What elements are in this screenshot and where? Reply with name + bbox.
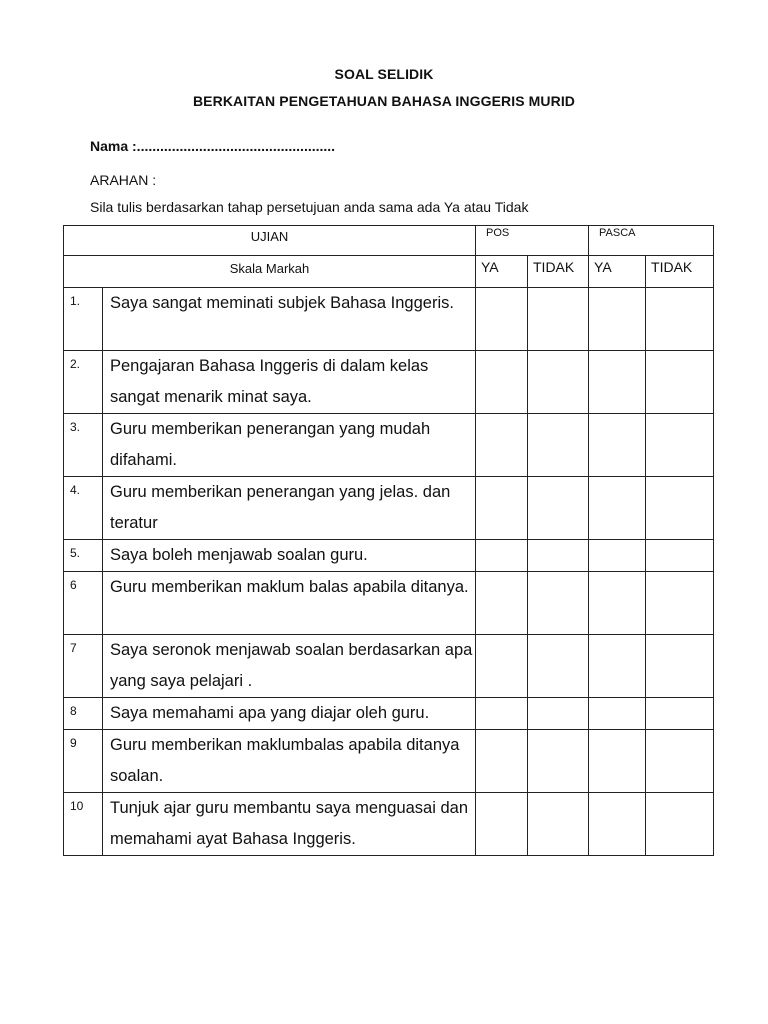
- answer-cell-pos-ya[interactable]: [476, 635, 528, 698]
- document-subtitle: BERKAITAN PENGETAHUAN BAHASA INGGERIS MURID: [192, 93, 576, 109]
- row-statement: Pengajaran Bahasa Inggeris di dalam kelas sangat menarik minat saya.: [103, 351, 476, 414]
- table-row: [64, 793, 714, 856]
- answer-cell-pos-ya[interactable]: [476, 477, 528, 540]
- answer-cell-pasca-ya[interactable]: [589, 572, 646, 635]
- row-number: 9: [64, 730, 103, 793]
- answer-cell-pasca-tidak[interactable]: [646, 793, 714, 856]
- table-subheader-row: [64, 256, 714, 288]
- answer-cell-pos-tidak[interactable]: [528, 351, 589, 414]
- row-statement: Guru memberikan penerangan yang jelas. dan teratur: [103, 477, 476, 540]
- row-number: 5.: [64, 540, 103, 572]
- answer-cell-pasca-ya[interactable]: [589, 540, 646, 572]
- row-statement: Saya memahami apa yang diajar oleh guru.: [103, 698, 476, 730]
- row-number: 6: [64, 572, 103, 635]
- header-pos-ya: YA: [476, 256, 528, 288]
- row-number: 7: [64, 635, 103, 698]
- answer-cell-pasca-ya[interactable]: [589, 351, 646, 414]
- answer-cell-pos-ya[interactable]: [476, 414, 528, 477]
- row-number: 2.: [64, 351, 103, 414]
- answer-cell-pasca-ya[interactable]: [589, 730, 646, 793]
- table-row: [64, 635, 714, 698]
- name-field-label: Nama :...................................................: [90, 138, 336, 154]
- answer-cell-pasca-ya[interactable]: [589, 288, 646, 351]
- row-statement: Saya sangat meminati subjek Bahasa Inggeris.: [103, 288, 476, 351]
- answer-cell-pos-tidak[interactable]: [528, 698, 589, 730]
- table-row: [64, 288, 714, 351]
- answer-cell-pasca-tidak[interactable]: [646, 635, 714, 698]
- answer-cell-pos-ya[interactable]: [476, 288, 528, 351]
- header-pos: POS: [476, 226, 589, 256]
- instruction-heading: ARAHAN :: [90, 172, 157, 188]
- answer-cell-pos-tidak[interactable]: [528, 540, 589, 572]
- answer-cell-pos-tidak[interactable]: [528, 635, 589, 698]
- table-row: [64, 540, 714, 572]
- document-title: SOAL SELIDIK: [334, 66, 434, 82]
- answer-cell-pos-tidak[interactable]: [528, 414, 589, 477]
- header-pasca-ya: YA: [589, 256, 646, 288]
- answer-cell-pos-tidak[interactable]: [528, 572, 589, 635]
- answer-cell-pasca-ya[interactable]: [589, 635, 646, 698]
- answer-cell-pos-ya[interactable]: [476, 351, 528, 414]
- table-row: [64, 414, 714, 477]
- row-statement: Guru memberikan maklumbalas apabila ditanya soalan.: [103, 730, 476, 793]
- table-row: [64, 351, 714, 414]
- row-statement: Saya boleh menjawab soalan guru.: [103, 540, 476, 572]
- survey-table: [63, 225, 714, 856]
- row-statement: Guru memberikan penerangan yang mudah difahami.: [103, 414, 476, 477]
- row-number: 10: [64, 793, 103, 856]
- answer-cell-pos-ya[interactable]: [476, 698, 528, 730]
- row-statement: Saya seronok menjawab soalan berdasarkan apa yang saya pelajari .: [103, 635, 476, 698]
- instruction-text: Sila tulis berdasarkan tahap persetujuan anda sama ada Ya atau Tidak: [90, 199, 529, 215]
- answer-cell-pasca-tidak[interactable]: [646, 288, 714, 351]
- row-number: 4.: [64, 477, 103, 540]
- header-ujian: UJIAN: [64, 226, 476, 256]
- answer-cell-pasca-ya[interactable]: [589, 793, 646, 856]
- header-pasca-tidak: TIDAK: [646, 256, 714, 288]
- table-row: [64, 572, 714, 635]
- answer-cell-pos-tidak[interactable]: [528, 730, 589, 793]
- answer-cell-pos-ya[interactable]: [476, 540, 528, 572]
- table-row: [64, 730, 714, 793]
- answer-cell-pasca-tidak[interactable]: [646, 414, 714, 477]
- answer-cell-pasca-tidak[interactable]: [646, 698, 714, 730]
- answer-cell-pasca-tidak[interactable]: [646, 572, 714, 635]
- answer-cell-pasca-ya[interactable]: [589, 414, 646, 477]
- row-number: 3.: [64, 414, 103, 477]
- answer-cell-pasca-ya[interactable]: [589, 698, 646, 730]
- answer-cell-pos-tidak[interactable]: [528, 288, 589, 351]
- answer-cell-pos-ya[interactable]: [476, 572, 528, 635]
- table-row: [64, 698, 714, 730]
- row-statement: Tunjuk ajar guru membantu saya menguasai dan memahami ayat Bahasa Inggeris.: [103, 793, 476, 856]
- answer-cell-pos-tidak[interactable]: [528, 793, 589, 856]
- row-statement: Guru memberikan maklum balas apabila ditanya.: [103, 572, 476, 635]
- answer-cell-pos-tidak[interactable]: [528, 477, 589, 540]
- answer-cell-pasca-ya[interactable]: [589, 477, 646, 540]
- header-pasca: PASCA: [589, 226, 714, 256]
- answer-cell-pasca-tidak[interactable]: [646, 540, 714, 572]
- row-number: 1.: [64, 288, 103, 351]
- header-skala-markah: Skala Markah: [64, 256, 476, 288]
- answer-cell-pasca-tidak[interactable]: [646, 730, 714, 793]
- answer-cell-pasca-tidak[interactable]: [646, 477, 714, 540]
- table-row: [64, 477, 714, 540]
- answer-cell-pos-ya[interactable]: [476, 730, 528, 793]
- header-pos-tidak: TIDAK: [528, 256, 589, 288]
- row-number: 8: [64, 698, 103, 730]
- table-header-row: [64, 226, 714, 256]
- answer-cell-pasca-tidak[interactable]: [646, 351, 714, 414]
- answer-cell-pos-ya[interactable]: [476, 793, 528, 856]
